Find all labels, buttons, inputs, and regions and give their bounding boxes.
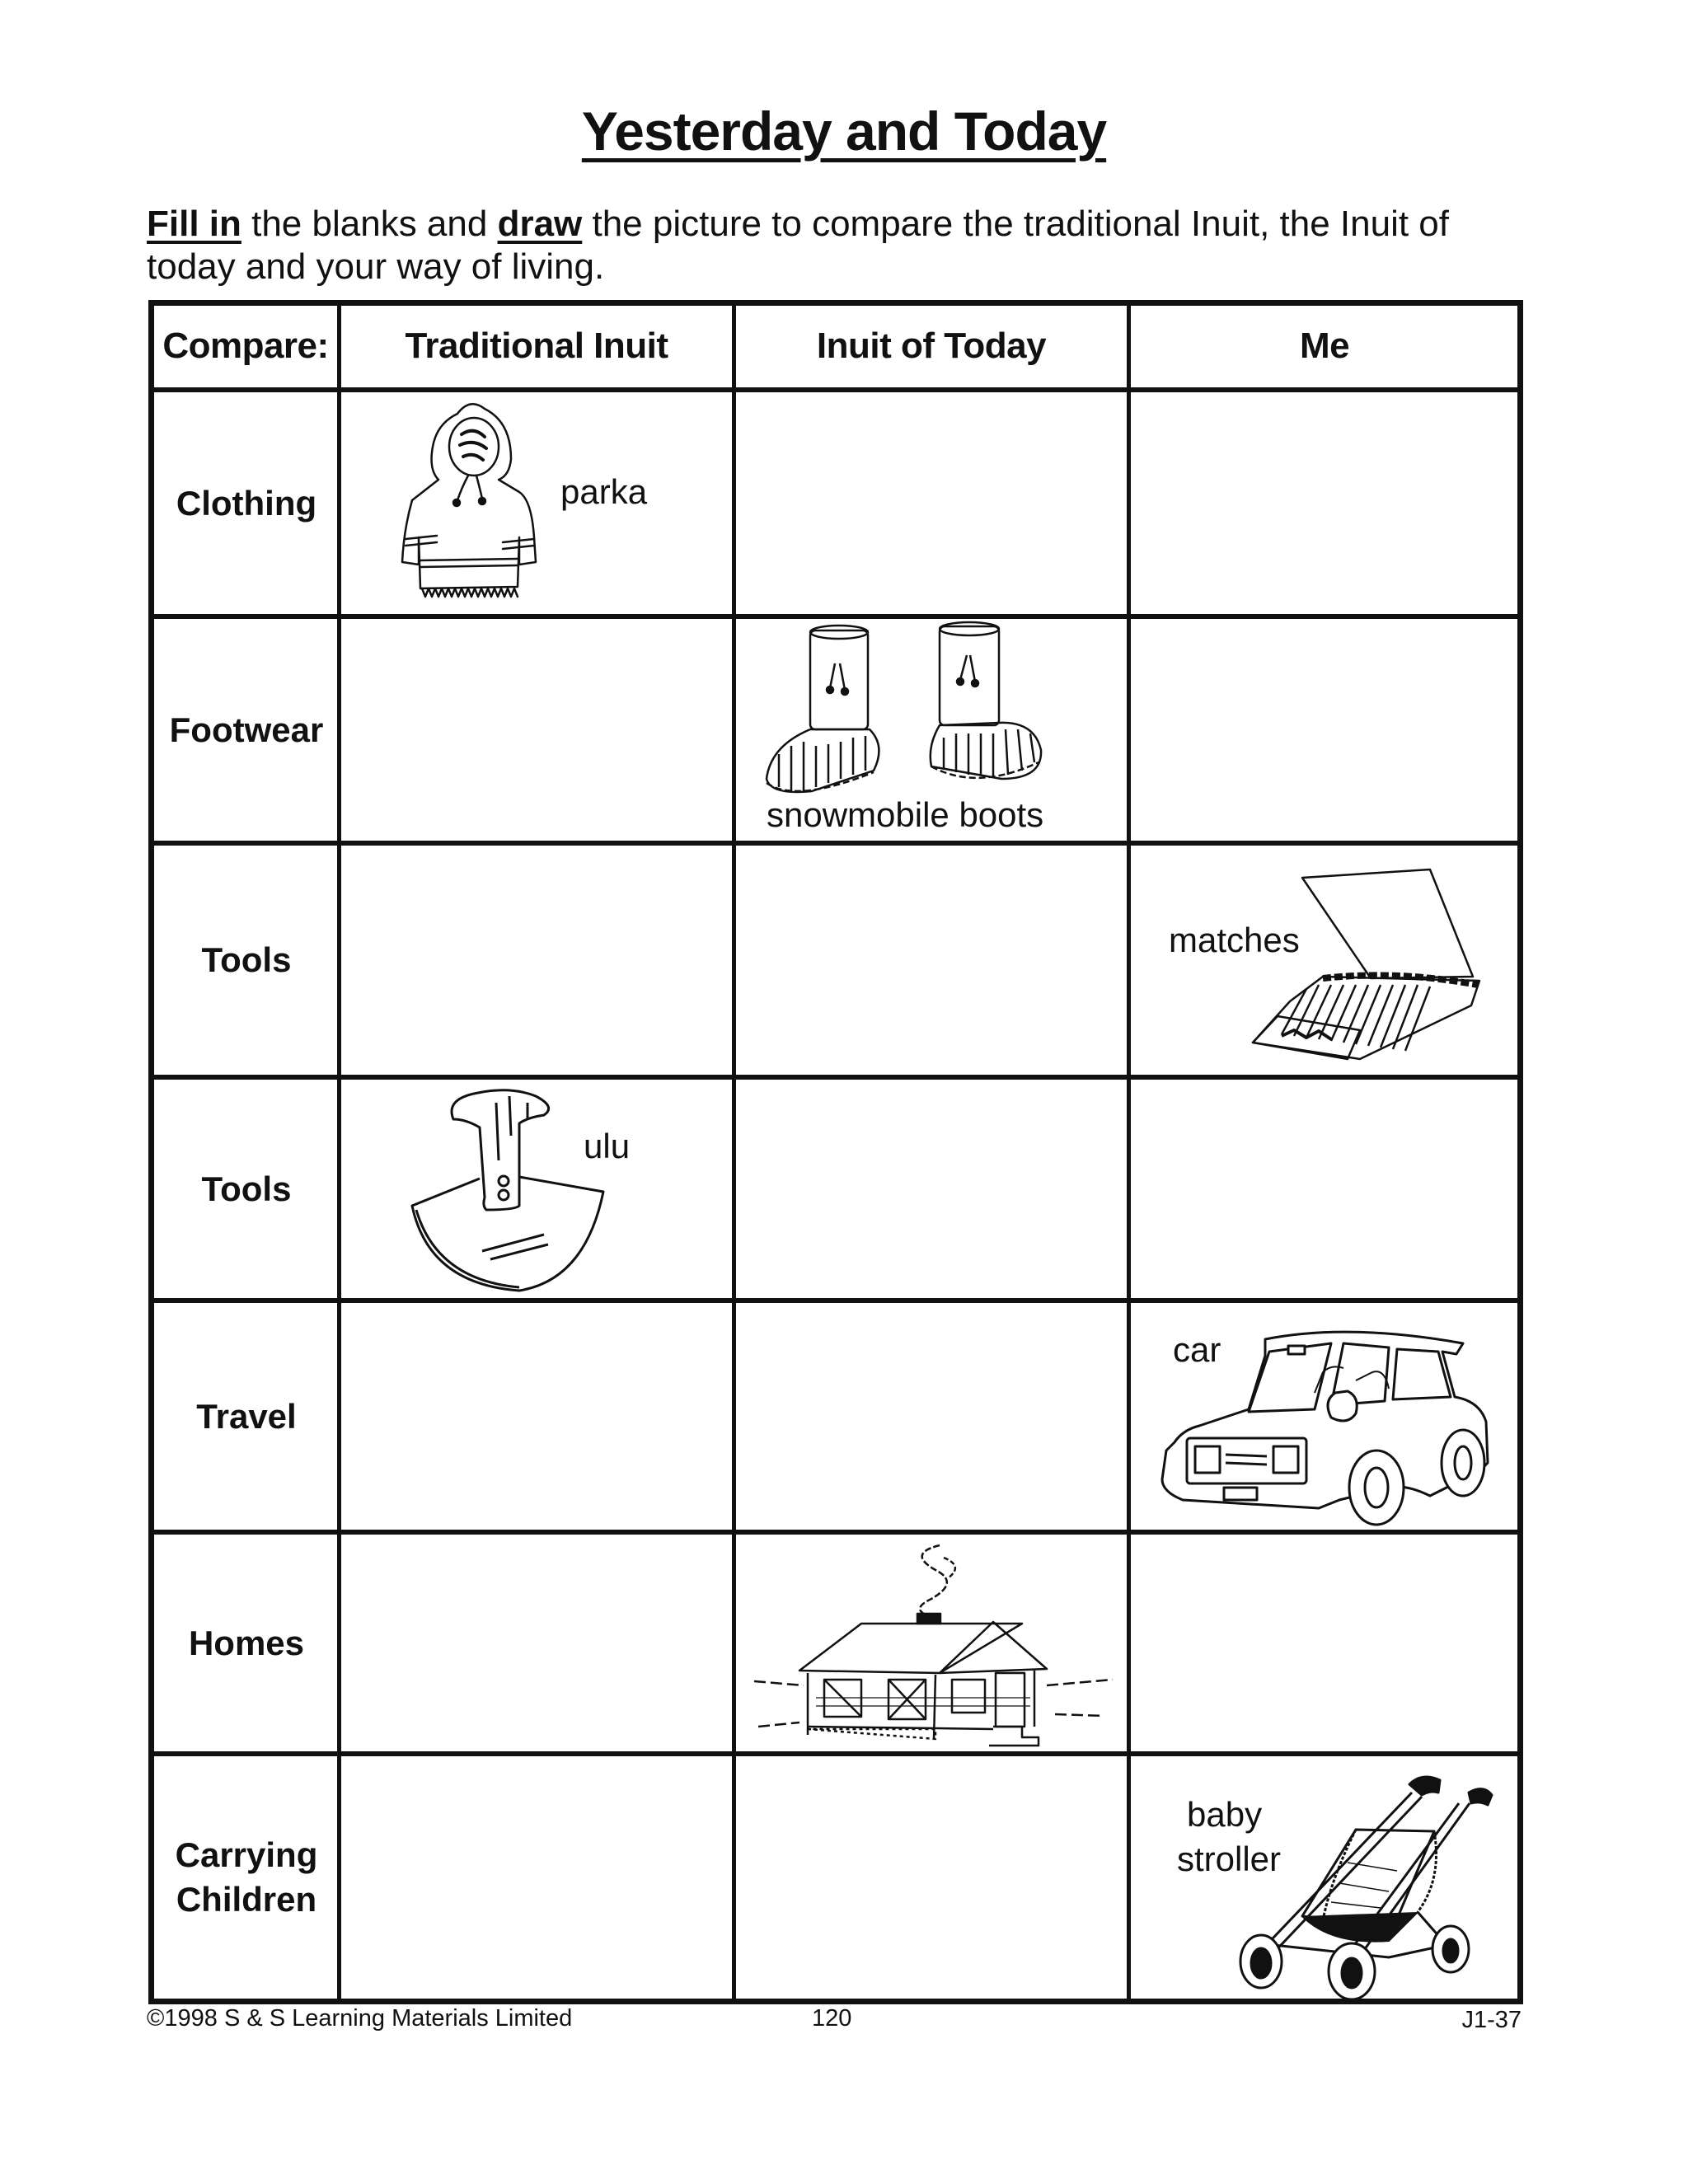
row-label-travel: Travel	[196, 1396, 297, 1436]
cell-homes-me[interactable]	[1131, 1535, 1518, 1751]
cell-tools-traditional[interactable]	[341, 846, 732, 1075]
cell-tools2-today[interactable]	[736, 1080, 1127, 1298]
house-icon	[742, 1541, 1121, 1747]
row-label-tools: Tools	[201, 940, 292, 979]
header-inuit-of-today: Inuit of Today	[816, 326, 1047, 366]
matchbook-icon	[1232, 861, 1496, 1067]
caption-matches: matches	[1169, 921, 1300, 959]
cell-homes-traditional[interactable]	[341, 1535, 732, 1751]
parka-icon	[387, 397, 565, 607]
cell-clothing-me[interactable]	[1131, 392, 1518, 614]
page-title-text: Yesterday and Today	[581, 101, 1107, 162]
instruction-emphasis-fill-in: Fill in	[147, 204, 241, 244]
footer-copyright: ©1998 S & S Learning Materials Limited	[147, 2005, 573, 2032]
caption-parka: parka	[560, 472, 648, 511]
caption-line: stroller	[1177, 1840, 1282, 1878]
row-label-clothing: Clothing	[176, 483, 317, 523]
header-compare: Compare:	[162, 326, 329, 366]
cell-footwear-traditional[interactable]	[341, 619, 732, 841]
row-label-footwear: Footwear	[169, 710, 324, 749]
instruction-text-1: the blanks and	[241, 204, 498, 244]
cell-travel-today[interactable]	[736, 1303, 1127, 1530]
header-traditional-inuit: Traditional Inuit	[405, 326, 668, 366]
instruction-text-2: the picture to compare the traditional Inuit, the Inuit of today and your way of living.	[147, 204, 1449, 287]
instructions	[147, 203, 1531, 288]
page-title	[0, 101, 1688, 162]
row-label-homes: Homes	[188, 1623, 305, 1662]
cell-tools2-me[interactable]	[1131, 1080, 1518, 1298]
row-label-tools-2: Tools	[201, 1169, 292, 1208]
cell-footwear-me[interactable]	[1131, 619, 1518, 841]
caption-snowmobile-boots: snowmobile boots	[767, 795, 1044, 834]
snowmobile-boots-icon	[762, 622, 1055, 799]
cell-carrying-traditional[interactable]	[341, 1756, 732, 1999]
row-label-carrying-children	[153, 1756, 340, 1999]
footer-page-number: 120	[812, 2005, 852, 2032]
footer-code: J1-37	[1461, 2007, 1522, 2033]
cell-carrying-today[interactable]	[736, 1756, 1127, 1999]
cell-clothing-today[interactable]	[736, 392, 1127, 614]
caption-baby-stroller	[1177, 1793, 1282, 1882]
cell-travel-traditional[interactable]	[341, 1303, 732, 1530]
ulu-knife-icon	[404, 1086, 602, 1296]
header-me: Me	[1299, 326, 1350, 366]
cell-tools-today[interactable]	[736, 846, 1127, 1075]
caption-ulu: ulu	[584, 1127, 631, 1165]
row-label-line: Carrying	[175, 1835, 318, 1874]
row-label-line: Children	[176, 1880, 317, 1919]
caption-line: baby	[1187, 1795, 1263, 1834]
caption-car: car	[1173, 1330, 1221, 1369]
instruction-emphasis-draw: draw	[497, 204, 583, 244]
